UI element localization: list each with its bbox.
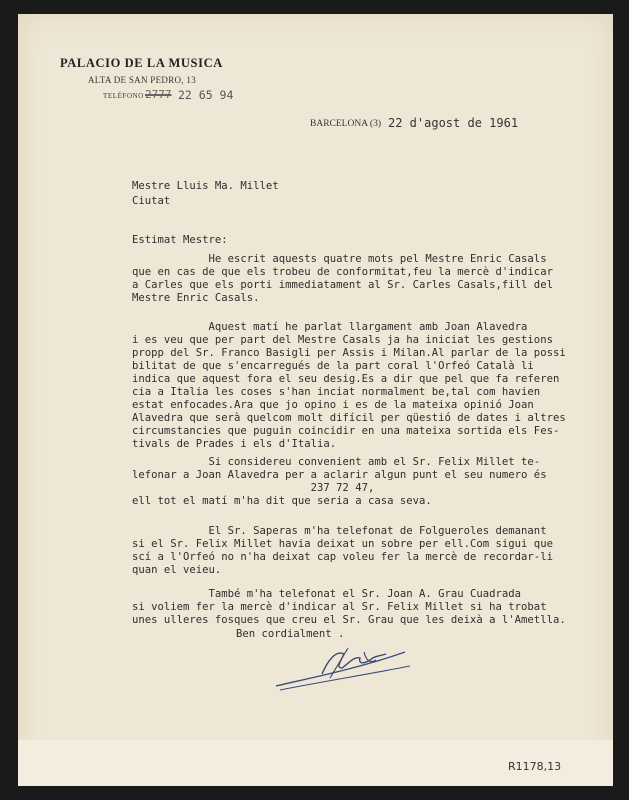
salutation: Estimat Mestre: (132, 234, 228, 246)
letter-line: si voliem fer la mercè d'indicar al Sr. Felix Millet si ha trobat (132, 601, 547, 613)
letter-line: tivals de Prades i els d'Italia. (132, 438, 337, 450)
letter-line: si el Sr. Felix Millet havia deixat un sobre per ell.Com sigui que (132, 538, 553, 550)
letter-line: Si considereu convenient amb el Sr. Felix Millet te- (132, 456, 541, 468)
letter-line: a Carles que els porti immediatament al Sr. Carles Casals,fill del (132, 279, 553, 291)
letter-line: Mestre Enric Casals. (132, 292, 260, 304)
signature-icon (270, 638, 420, 694)
letter-line: He escrit aquests quatre mots pel Mestre Enric Casals (132, 253, 547, 265)
letter-line: El Sr. Saperas m'ha telefonat de Folgueroles demanant (132, 525, 547, 537)
archive-reference: R1178,13 (508, 760, 562, 773)
dateline-city: BARCELONA (3) (310, 119, 381, 129)
letterhead-phone-struck: 2777 (145, 88, 172, 101)
letterhead-phone: 22 65 94 (178, 88, 234, 102)
letter-line: Aquest matí he parlat llargament amb Joan Alavedra (132, 321, 528, 333)
letterhead-phone-label: TELÉFONO (103, 92, 144, 100)
letter-line: que en cas de que els trobeu de conformitat,feu la mercè d'indicar (132, 266, 553, 278)
letter-line: indica que aquest fora el seu desig.Es a dir que pel que fa referen (132, 373, 560, 385)
letter-line: També m'ha telefonat el Sr. Joan A. Grau Cuadrada (132, 588, 522, 600)
letter-line: propp del Sr. Franco Basigli per Assis i Milan.Al parlar de la possi (132, 347, 566, 359)
letter-line: quan el veieu. (132, 564, 222, 576)
letterhead-address: ALTA DE SAN PEDRO, 13 (88, 75, 197, 85)
letter-line: scí a l'Orfeó no n'ha deixat cap voleu fer la mercè de recordar-li (132, 551, 553, 563)
dateline-date: 22 d'agost de 1961 (388, 116, 519, 130)
closing: Ben cordialment . (236, 628, 345, 640)
letter-line: estat enfocades.Ara que jo opino i es de la mateixa opinió Joan (132, 399, 534, 411)
letterhead-name: PALACIO DE LA MUSICA (60, 56, 223, 70)
letter-line: Alavedra que serà quelcom molt difícil per qüestió de dates i altres (132, 412, 566, 424)
letter-line: i es veu que per part del Mestre Casals ja ha iniciat les gestions (132, 334, 553, 346)
letter-line: cia a Italia les coses s'han inciat normalment be,tal com havien (132, 386, 541, 398)
letter-line: bilitat de que s'encarregués de la part coral l'Orfeó Català li (132, 360, 534, 372)
recipient-city: Ciutat (132, 195, 171, 207)
letter-line: 237 72 47, (132, 482, 375, 494)
recipient-name: Mestre Lluis Ma. Millet (132, 180, 279, 192)
letter-line: lefonar a Joan Alavedra per a aclarir algun punt el seu numero és (132, 469, 547, 481)
letter-line: unes ulleres fosques que creu el Sr. Grau que les deixà a l'Ametlla. (132, 614, 566, 626)
letter-line: circumstancies que puguin coincidir en una mateixa sortida els Fes- (132, 425, 560, 437)
letter-line: ell tot el matí m'ha dit que seria a casa seva. (132, 495, 432, 507)
